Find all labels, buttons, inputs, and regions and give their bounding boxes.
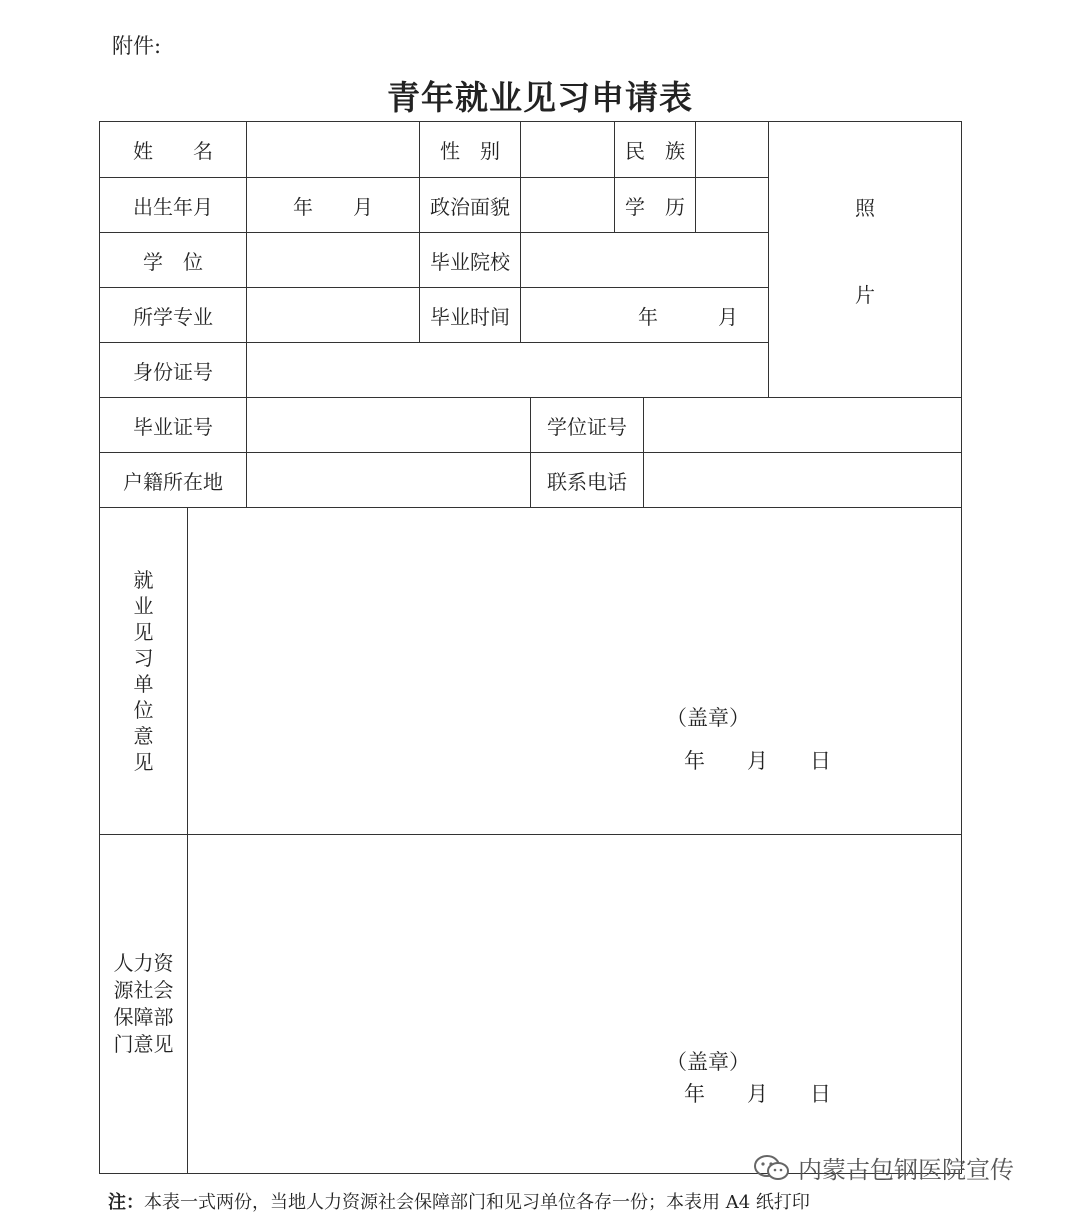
unit-stamp: （盖章） xyxy=(666,706,750,730)
degree-cert-label-cell: 学位证号 xyxy=(531,398,644,453)
attachment-label: 附件: xyxy=(112,34,162,58)
birth-year-month: 年 月 xyxy=(293,194,373,219)
note-prefix: 注： xyxy=(108,1192,144,1213)
note-text: 本表一式两份，当地人力资源社会保障部门和见习单位各存一份；本表用 A4 纸打印 xyxy=(144,1192,810,1213)
political-field[interactable] xyxy=(521,178,615,233)
id-field[interactable] xyxy=(247,343,769,398)
degree-label-cell: 学 位 xyxy=(100,233,247,288)
grad-year-month: 年 月 xyxy=(638,304,738,329)
name-label-cell: 姓 名 xyxy=(100,122,247,178)
school-field[interactable] xyxy=(521,233,769,288)
photo-box[interactable] xyxy=(769,122,961,398)
footer-note xyxy=(108,1188,810,1214)
degree-cert-field[interactable] xyxy=(644,398,961,453)
phone-label-cell: 联系电话 xyxy=(531,453,644,508)
school-label-cell: 毕业院校 xyxy=(420,233,521,288)
application-form xyxy=(99,121,962,1174)
photo-char-1: 照 xyxy=(855,195,875,220)
name-field[interactable] xyxy=(247,122,420,178)
ethnicity-label-cell: 民 族 xyxy=(615,122,696,178)
hr-opinion-field[interactable] xyxy=(188,835,961,1173)
hr-date: 年 月 日 xyxy=(684,1082,831,1106)
gender-label-cell: 性 别 xyxy=(420,122,521,178)
political-label-cell: 政治面貌 xyxy=(420,178,521,233)
hukou-label-cell: 户籍所在地 xyxy=(100,453,247,508)
diploma-label-cell: 毕业证号 xyxy=(100,398,247,453)
form-title: 青年就业见习申请表 xyxy=(387,78,693,117)
photo-char-2: 片 xyxy=(855,282,875,307)
major-field[interactable] xyxy=(247,288,420,343)
unit-opinion-field[interactable] xyxy=(188,508,961,835)
education-label-cell: 学 历 xyxy=(615,178,696,233)
birth-field[interactable] xyxy=(247,178,420,233)
phone-field[interactable] xyxy=(644,453,961,508)
hr-stamp: （盖章） xyxy=(666,1050,750,1074)
wechat-icon xyxy=(752,1153,792,1183)
grad-time-field[interactable] xyxy=(521,288,769,343)
hr-opinion-label: 人力资 源社会 保障部 门意见 xyxy=(100,835,188,1173)
unit-date: 年 月 日 xyxy=(684,749,831,773)
grad-time-label-cell: 毕业时间 xyxy=(420,288,521,343)
watermark-text: 内蒙古包钢医院宣传 xyxy=(798,1156,1014,1184)
diploma-field[interactable] xyxy=(247,398,531,453)
unit-opinion-label: 就 业 见 习 单 位 意 见 xyxy=(100,508,188,835)
birth-label-cell: 出生年月 xyxy=(100,178,247,233)
degree-field[interactable] xyxy=(247,233,420,288)
ethnicity-field[interactable] xyxy=(696,122,769,178)
watermark xyxy=(752,1150,1014,1185)
hukou-field[interactable] xyxy=(247,453,531,508)
education-field[interactable] xyxy=(696,178,769,233)
gender-field[interactable] xyxy=(521,122,615,178)
major-label-cell: 所学专业 xyxy=(100,288,247,343)
id-label-cell: 身份证号 xyxy=(100,343,247,398)
